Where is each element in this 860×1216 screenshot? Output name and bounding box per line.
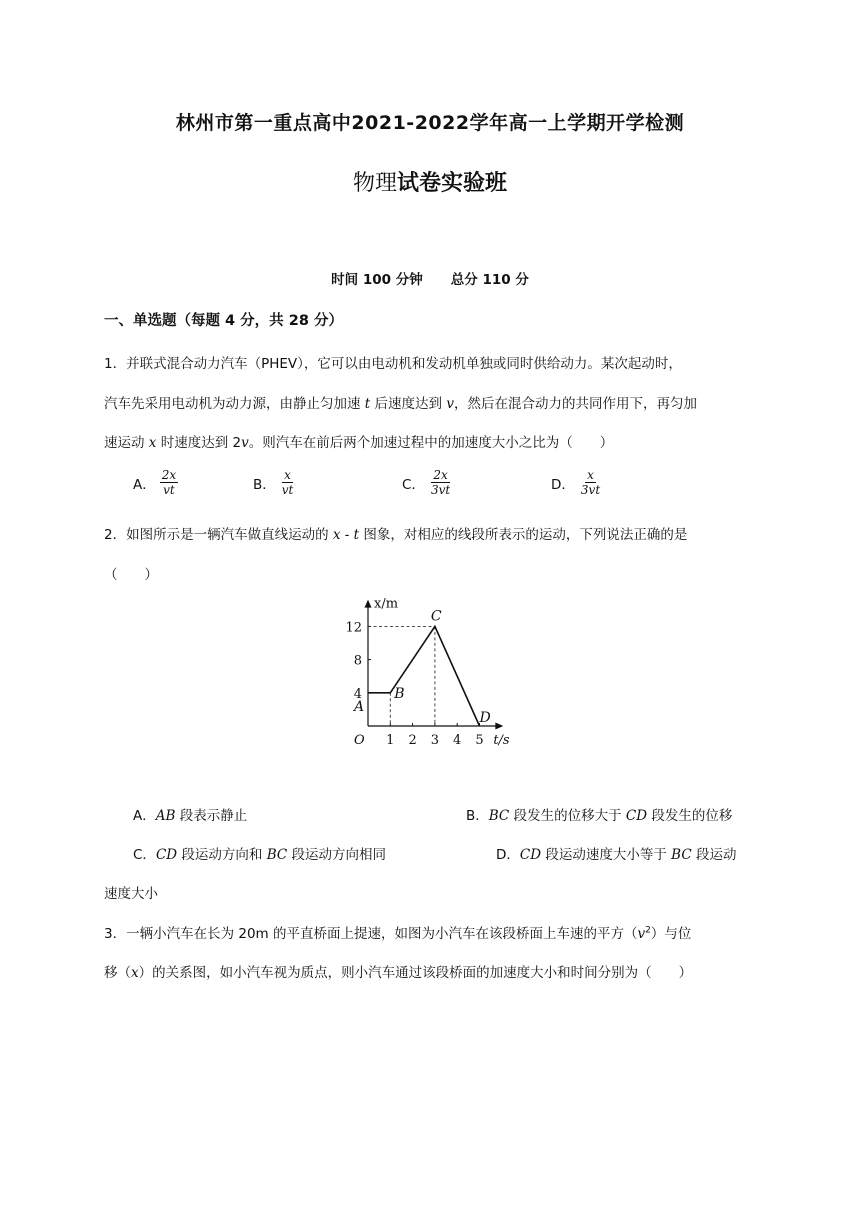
option-label: B． <box>466 808 489 824</box>
q2-line2: （ ） <box>104 567 158 583</box>
q1-option-c[interactable] <box>402 468 452 497</box>
text: 时速度达到 2 <box>156 435 242 451</box>
x-tick-label: 3 <box>430 733 440 748</box>
q1-line1: 1．并联式混合动力汽车（PHEV），它可以由电动机和发动机单独或同时供给动力。某次起动时， <box>104 356 682 372</box>
text: 段发生的位移 <box>647 808 733 824</box>
q3-line1 <box>104 922 691 942</box>
text: ，然后在混合动力的共同作用下，再匀加 <box>453 396 697 412</box>
text: 段运动方向和 <box>177 847 267 863</box>
q1-line2 <box>104 392 697 412</box>
q2-option-b[interactable] <box>466 804 732 824</box>
text: 段表示静止 <box>175 808 248 824</box>
option-label: D． <box>496 847 520 863</box>
point-label-b: B <box>394 685 405 702</box>
q2-line1 <box>104 523 687 543</box>
y-tick-label: 4 <box>353 686 362 702</box>
var-x: x <box>131 965 139 981</box>
origin-label: O <box>354 733 365 748</box>
var-v: v <box>241 435 249 451</box>
text: 段运动速度大小等于 <box>541 847 672 863</box>
denominator: 3vt <box>430 483 451 497</box>
exam-subtitle <box>0 166 860 197</box>
numerator: 2x <box>433 468 448 482</box>
section-heading: 一、单选题（每题 4 分，共 28 分） <box>104 313 343 329</box>
fraction <box>429 468 452 497</box>
text: ）的关系图，如小汽车视为质点，则小汽车通过该段桥面的加速度大小和时间分别为（ ） <box>138 965 693 981</box>
y-axis-label: x/m <box>374 596 399 612</box>
text: 汽车先采用电动机为动力源，由静止匀加速 <box>104 396 365 412</box>
graph-type: x - t <box>332 527 360 543</box>
point-label-c: C <box>430 608 442 625</box>
point-label-d: D <box>479 710 491 726</box>
numerator: x <box>587 468 594 482</box>
fraction <box>280 468 296 497</box>
segment-label: CD <box>625 808 648 824</box>
y-tick-label: 12 <box>345 620 362 636</box>
x-tick-label: 1 <box>386 733 395 748</box>
q1-line3 <box>104 431 613 451</box>
option-label: C． <box>402 476 425 493</box>
denominator: 3vt <box>580 483 601 497</box>
y-axis-arrow <box>365 600 372 608</box>
text: 速运动 <box>104 435 149 451</box>
total-score: 总分 110 分 <box>450 272 529 288</box>
exam-title: 林州市第一重点高中2021-2022学年高一上学期开学检测 <box>175 112 685 134</box>
segment-label: CD <box>155 847 178 863</box>
numerator: x <box>284 468 291 482</box>
y-tick-label: 8 <box>353 653 362 669</box>
fraction <box>579 468 602 497</box>
q1-option-d[interactable] <box>551 468 602 497</box>
x-tick-label: 2 <box>408 733 417 748</box>
text: ）与位 <box>650 926 692 942</box>
x-tick-label: 5 <box>475 733 484 748</box>
xt-graph <box>320 590 530 755</box>
denominator: vt <box>281 483 294 497</box>
text: 图象，对相应的线段所表示的运动，下列说法正确的是 <box>359 527 688 543</box>
q3-line2 <box>104 961 692 981</box>
segment-label: BC <box>266 847 288 863</box>
var-v: v <box>446 396 454 412</box>
option-label: C． <box>133 847 156 863</box>
segment-label: CD <box>519 847 542 863</box>
option-label: A． <box>133 808 156 824</box>
x-axis-arrow <box>495 723 503 730</box>
x-axis-label: t/s <box>493 733 510 748</box>
segment-label: AB <box>155 808 176 824</box>
q2-option-d[interactable] <box>496 843 736 863</box>
text: 2．如图所示是一辆汽车做直线运动的 <box>104 527 333 543</box>
var-v: v <box>637 926 646 942</box>
denominator: vt <box>163 483 175 497</box>
text: 段运动 <box>691 847 737 863</box>
text: 3．一辆小汽车在长为 20m 的平直桥面上提速，如图为小汽车在该段桥面上车速的平方（ <box>104 926 638 942</box>
option-label: B． <box>253 476 276 493</box>
fraction <box>160 468 178 497</box>
option-label: D． <box>551 476 575 493</box>
q1-option-a[interactable] <box>133 468 178 497</box>
var-x: x <box>148 435 157 451</box>
subtitle-plain: 物理 <box>352 171 397 196</box>
segment-label: BC <box>488 808 510 824</box>
q1-option-b[interactable] <box>253 468 295 497</box>
text: 移（ <box>104 965 131 981</box>
option-label: A． <box>133 476 156 493</box>
segment-label: BC <box>671 847 692 863</box>
exam-meta <box>0 268 860 288</box>
superscript: 2 <box>645 925 651 936</box>
q2-option-c[interactable] <box>133 843 386 863</box>
var-t: t <box>364 396 371 412</box>
time-limit: 时间 100 分钟 <box>331 272 423 288</box>
text: 。则汽车在前后两个加速过程中的加速度大小之比为（ ） <box>248 435 614 451</box>
point-label-a: A <box>354 698 365 715</box>
x-tick-label: 4 <box>453 733 462 748</box>
q2-option-a[interactable] <box>133 804 247 824</box>
xt-series-line <box>368 626 480 726</box>
text: 段发生的位移大于 <box>509 808 626 824</box>
text: 段运动方向相同 <box>287 847 386 863</box>
text: 后速度达到 <box>370 396 447 412</box>
numerator: 2x <box>161 468 177 482</box>
q2-option-d-continued: 速度大小 <box>104 886 158 902</box>
subtitle-bold: 试卷实验班 <box>397 171 508 196</box>
